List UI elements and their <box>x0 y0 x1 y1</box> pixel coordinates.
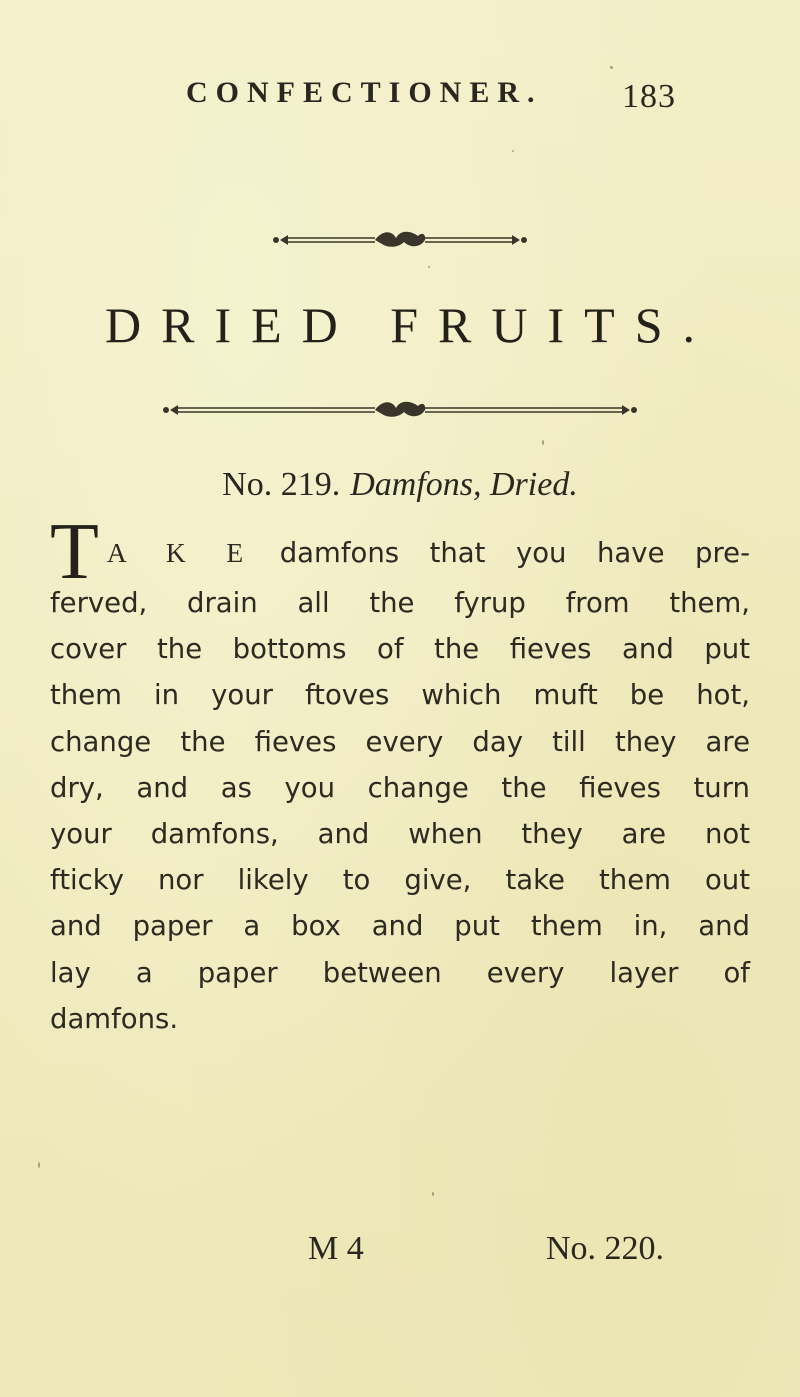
body-line: fticky nor likely to give, take them out <box>50 864 750 897</box>
recipe-name: Damfons, Dried. <box>350 466 578 503</box>
recipe-title <box>0 466 800 504</box>
body-line: lay a paper between every layer of <box>50 956 750 989</box>
running-head: CONFECTIONER. <box>186 76 543 109</box>
body-line: dry, and as you change the fieves turn <box>50 771 750 804</box>
catchword: No. 220. <box>546 1230 665 1267</box>
body-line-1 <box>50 530 750 576</box>
ornament-rule-icon <box>270 228 530 252</box>
paper-speck <box>38 1162 40 1168</box>
page-header <box>0 76 800 126</box>
ornament-rule-top <box>0 228 800 252</box>
page-footer <box>0 1230 800 1280</box>
first-word-caps: A K E <box>106 537 250 568</box>
ornament-rule-icon <box>160 398 640 422</box>
signature-mark: M 4 <box>308 1230 364 1267</box>
recipe-body <box>50 508 750 1042</box>
ornament-rule-bottom <box>0 398 800 422</box>
section-title: DRIED FRUITS. <box>104 297 716 353</box>
drop-cap: T <box>50 508 99 596</box>
body-line: cover the bottoms of the fieves and put <box>50 633 750 666</box>
paper-speck <box>610 66 613 69</box>
body-line: ferved, drain all the fyrup from them, <box>50 587 750 619</box>
paper-speck <box>542 440 544 445</box>
body-line: and paper a box and put them in, and <box>50 910 750 943</box>
paper-speck <box>512 150 514 152</box>
paper-speck <box>428 266 430 268</box>
first-line-rest: damfons that you have pre- <box>279 537 750 569</box>
body-line-last: damfons. <box>50 1002 179 1035</box>
recipe-number: No. 219. <box>222 466 341 503</box>
body-line: change the fieves every day till they are <box>50 725 750 758</box>
page-number: 183 <box>622 78 676 115</box>
body-line: them in your ftoves which muft be hot, <box>50 679 750 712</box>
body-line: your damfons, and when they are not <box>50 817 750 850</box>
paper-speck <box>432 1192 434 1196</box>
